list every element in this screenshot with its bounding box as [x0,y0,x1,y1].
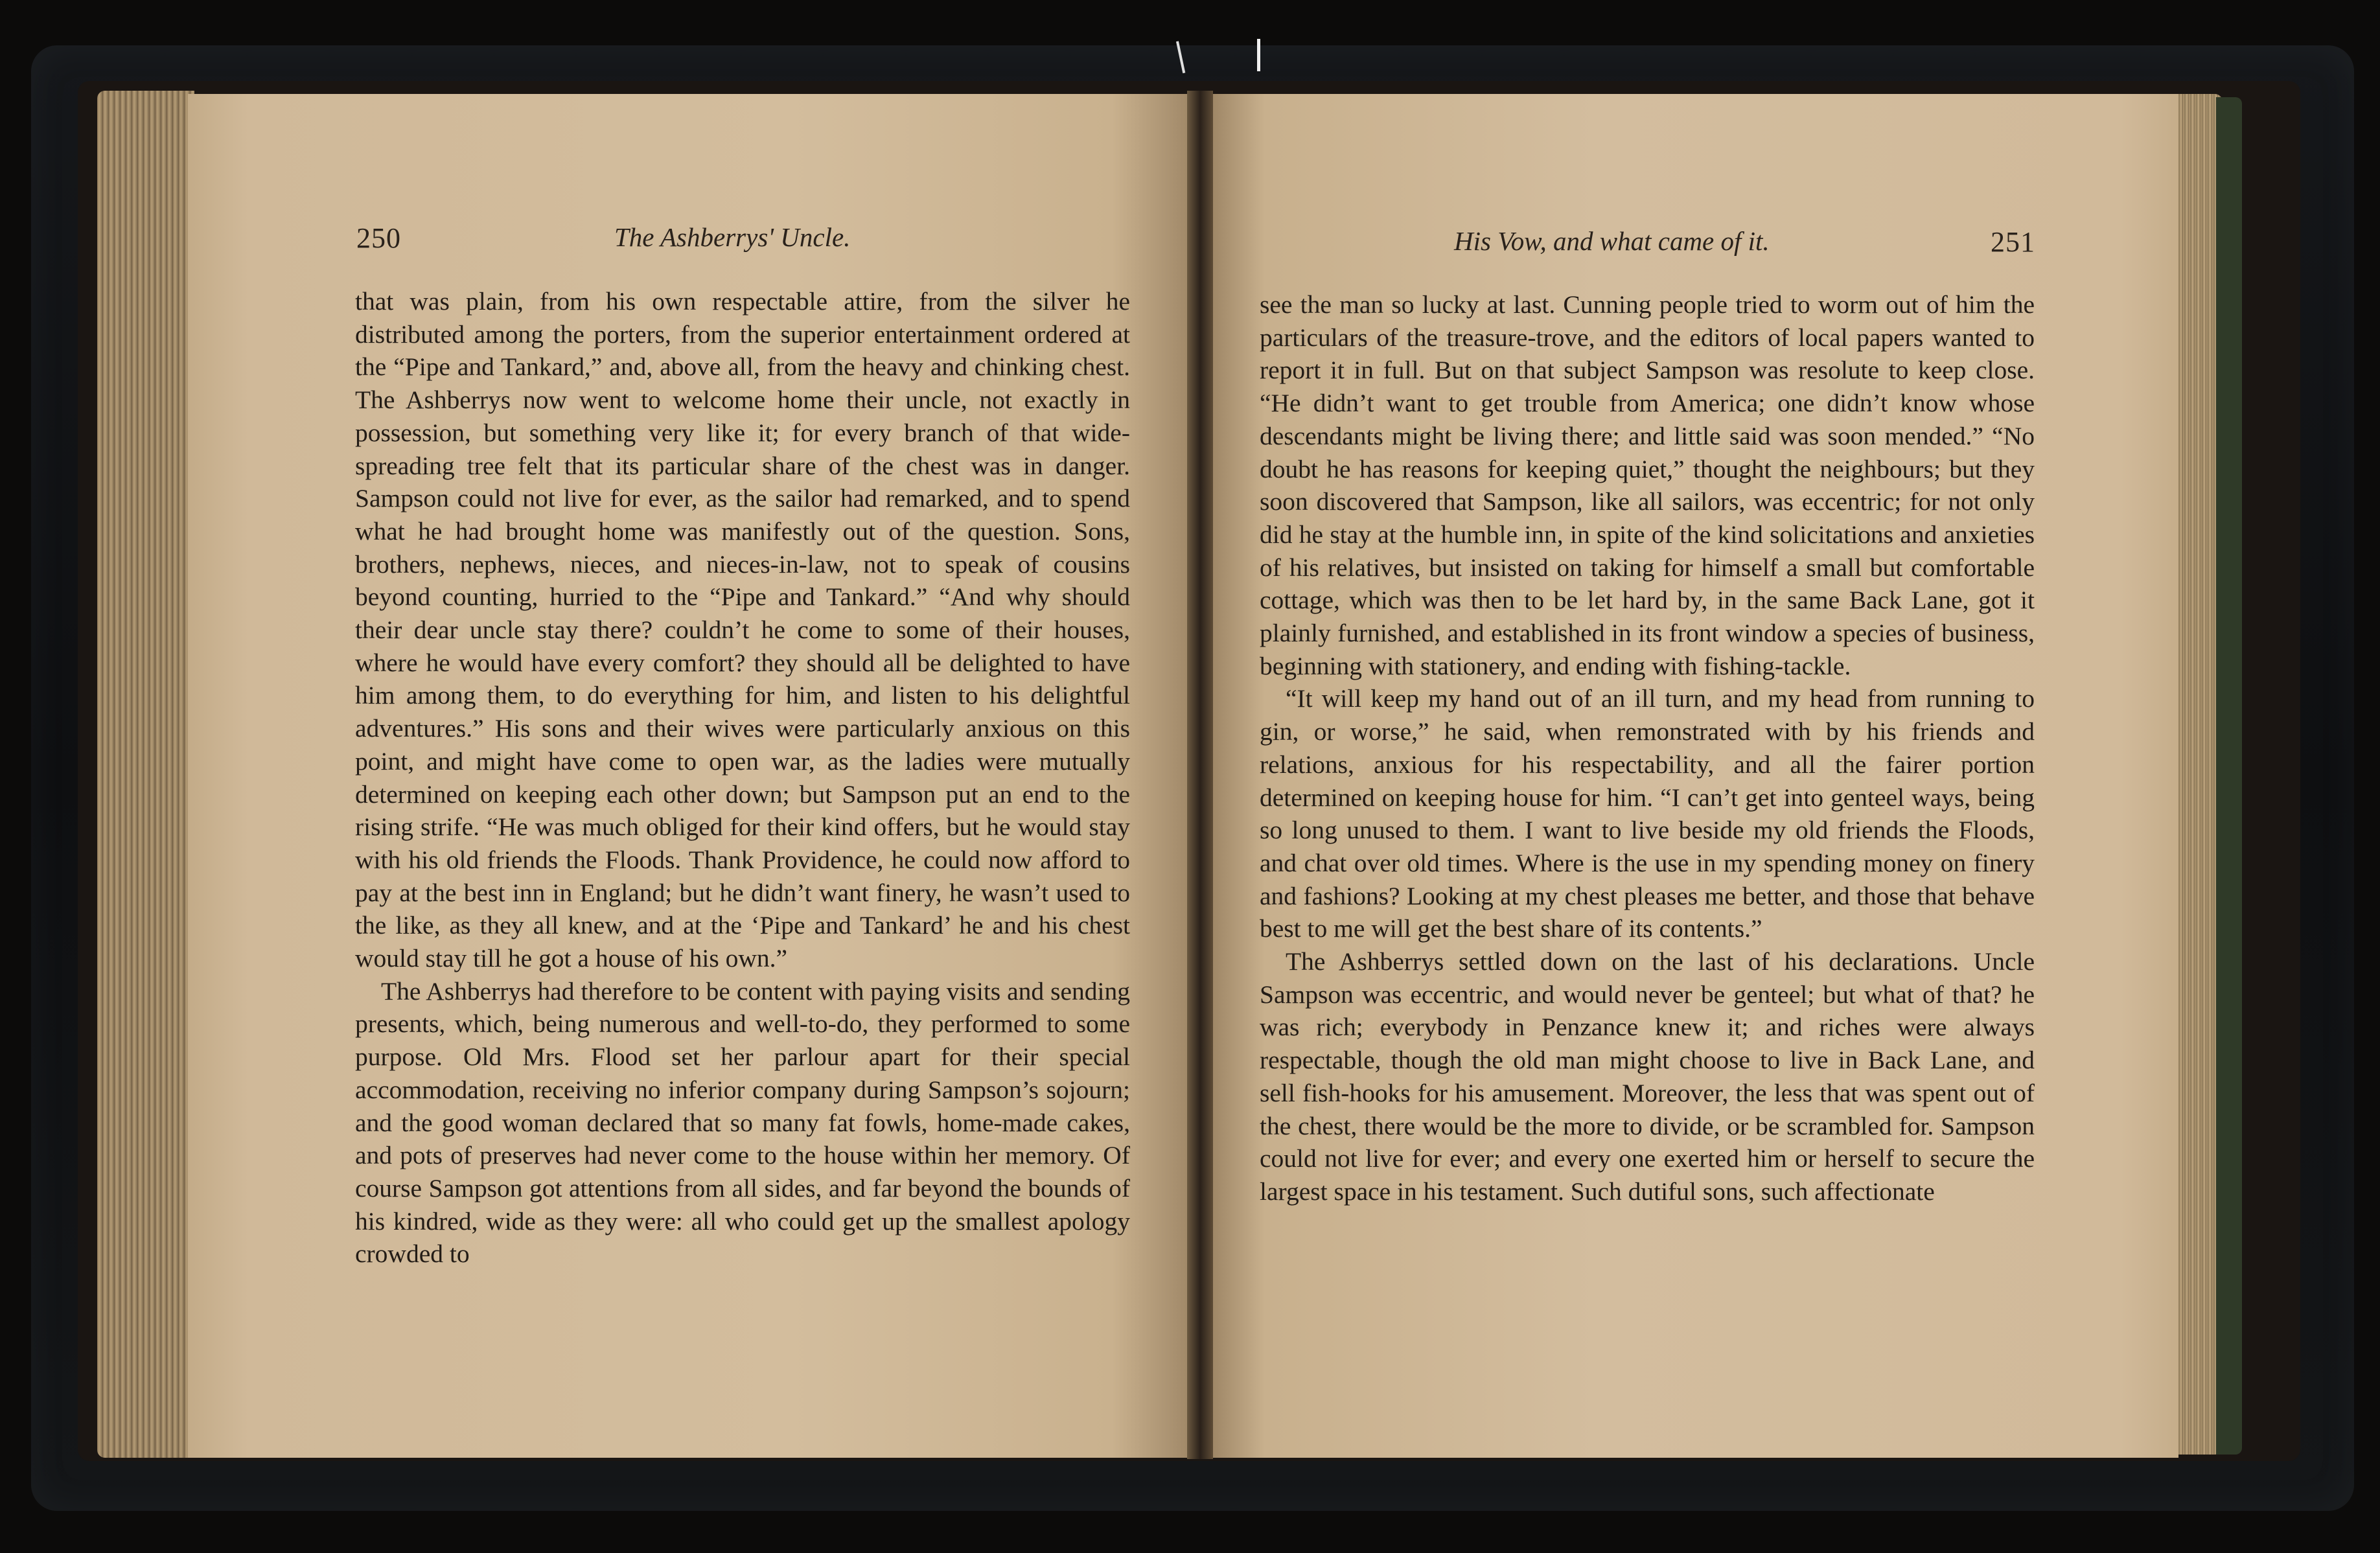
page-number: 251 [1991,226,2035,258]
book-gutter [1187,91,1213,1459]
left-page-body [355,285,1130,1271]
running-head: His Vow, and what came of it. [1454,226,1770,256]
book-cover-edge [2216,97,2242,1455]
page-number: 250 [356,222,401,254]
paragraph: “It will keep my hand out of an ill turn, and my head from running to gin, or worse,” he said, when remonstrated with by his friends and relations, anxious for his respectability, and all the fairer portion determined on keeping house for him. “I can’t get into genteel ways, being so long unused to them. I want to live beside my old friends the Floods, and chat over old times. Where is the use in my spending money on finery and fashions? Looking at my chest pleases me better, and those that behave best to me will get the best share of its contents.” [1260,684,2035,943]
paragraph: see the man so lucky at last. Cunning people tried to worm out of him the particulars of the treasure-trove, and the editors of local papers wanted to report it in full. But on that subject Sampson was resolute to keep close. “He didn’t want to get trouble from America; one didn’t know whose descendants might be living there; and little said was soon mended.” “No doubt he has reasons for keeping quiet,” thought the neighbours; but they soon discovered that Sampson, like all sailors, was eccentric; for not only did he stay at the humble inn, in spite of the kind solicitations and anxieties of his relatives, but insisted on taking for himself a small but comfortable cottage, which was then to be let hard by, in the same Back Lane, got it plainly furnished, and established in its front window a species of business, beginning with stationery, and ending with fishing-tackle. [1260,290,2035,680]
paragraph: The Ashberrys had therefore to be content with paying visits and sending presents, which, being numerous and well-to-do, they performed to some purpose. Old Mrs. Flood set her parlour apart for their special accommodation, receiving no inferior company during Sampson’s sojourn; and the good woman declared that so many fat fowls, home-made cakes, and pots of preserves had never come to the house within her memory. Of course Sampson got attentions from all sides, and far beyond the bounds of his kindred, wide as they were: all who could get up the smallest apology crowded to [355,976,1130,1269]
sleeve-glare-mark [1257,39,1265,71]
page-edges-left [97,91,194,1458]
running-head: The Ashberrys' Uncle. [614,222,851,252]
paragraph: that was plain, from his own respectable attire, from the silver he distributed among the porters, from the superior entertainment ordered at the “Pipe and Tankard,” and, above all, from the heavy and chinking chest. The Ashberrys now went to welcome home their uncle, not exactly in possession, but something very like it; for every branch of that wide-spreading tree felt that its particular share of the chest was in danger. Sampson could not live for ever, as the sailor had remarked, and to spend what he had brought home was manifestly out of the question. Sons, brothers, nephews, nieces, and nieces-in-law, not to speak of cousins beyond counting, hurried to the “Pipe and Tankard.” “And why should their dear uncle stay there? couldn’t he come to some of their houses, where he would have every comfort? they should all be delighted to have him among them, to do everything for him, and listen to his delightful adventures.” His sons and their wives were particularly anxious on this point, and might have come to open war, as the ladies were mutually determined on keeping each other down; but Sampson put an end to the rising strife. “He was much obliged for their kind offers, but he would stay with his old friends the Floods. Thank Providence, he could now afford to pay at the best inn in England; but he didn’t want finery, he wasn’t used to the like, as they all knew, and at the ‘Pipe and Tankard’ he and his chest would stay till he got a house of his own.” [355,287,1130,973]
right-page-body [1260,288,2035,1208]
paragraph: The Ashberrys settled down on the last of his declarations. Uncle Sampson was eccentric, and would never be genteel; but what of that? he was rich; everybody in Penzance knew it; and riches were always respectable, though the old man might choose to live in Back Lane, and sell fish-hooks for his amusement. Moreover, the less that was spent out of the chest, there would be the more to divide, or be scrambled for. Sampson could not live for ever; and every one exerted him or herself to secure the largest space in his testament. Such dutiful sons, such affectionate [1260,947,2035,1206]
